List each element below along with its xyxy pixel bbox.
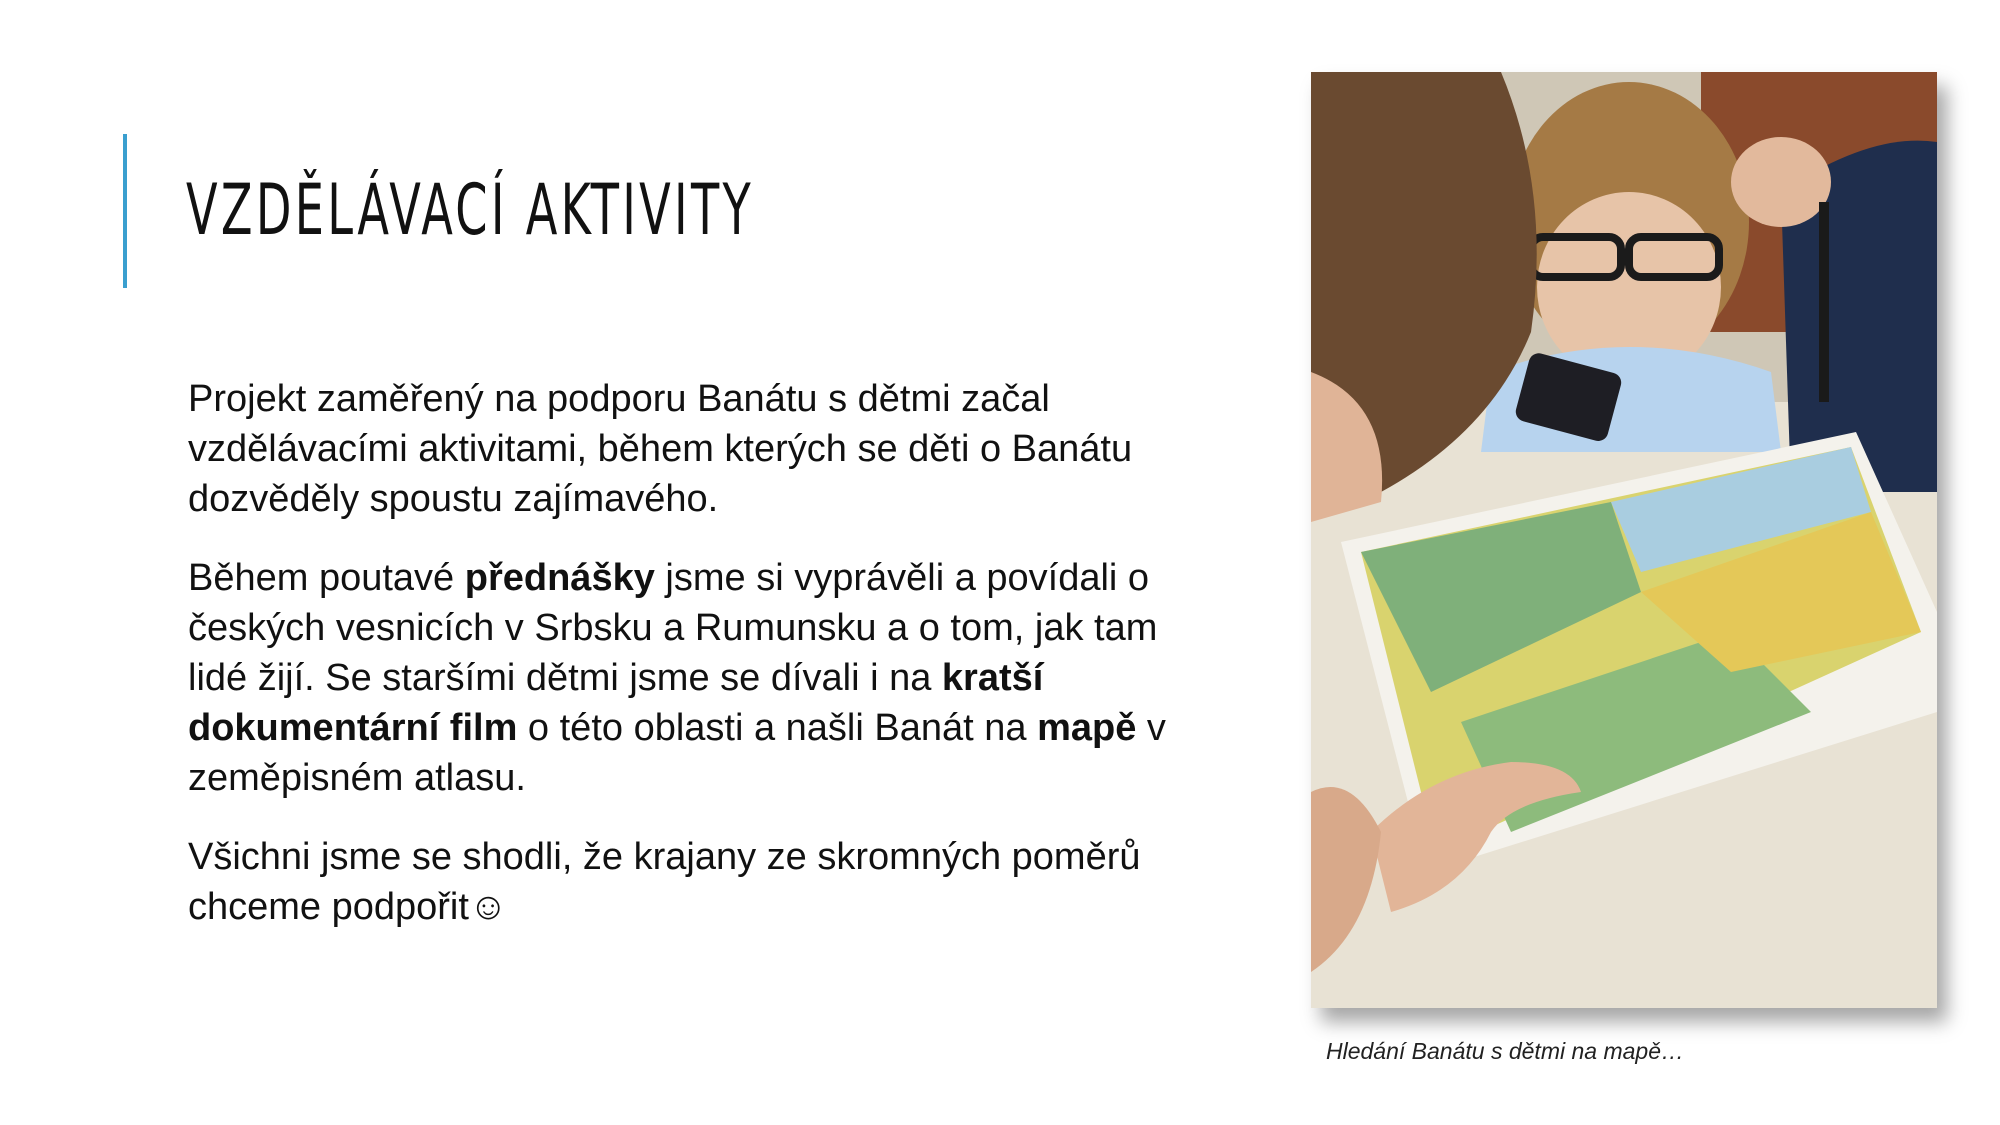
emphasis-documentary: kratší dokumentární film xyxy=(188,657,1044,749)
paragraph-3-text: Všichni jsme se shodli, že krajany ze skromných poměrů chceme podpořit☺ xyxy=(188,836,1141,928)
paragraph-2-text-2: jsme si vyprávěli a povídali o českých vesnicích v Srbsku a Rumunsku a o tom, jak tam lidé žijí. Se staršími dětmi jsme se dívali i na xyxy=(188,557,1158,699)
paragraph-2-text-3: o této oblasti a našli Banát na xyxy=(517,707,1038,749)
slide-title: VZDĚLÁVACÍ AKTIVITY xyxy=(186,169,755,251)
paragraph-2-text-4: v zeměpisném atlasu. xyxy=(188,707,1166,799)
emphasis-lecture: přednášky xyxy=(464,557,655,599)
emphasis-map: mapě xyxy=(1037,707,1137,749)
photo-caption: Hledání Banátu s dětmi na mapě… xyxy=(1326,1038,1684,1064)
paragraph-2 xyxy=(188,553,1198,803)
photo-illustration xyxy=(1311,72,1937,1008)
title-accent-bar xyxy=(123,134,127,288)
photo-children-map xyxy=(1311,72,1937,1008)
slide-body xyxy=(188,374,1198,961)
paragraph-3 xyxy=(188,832,1198,932)
paragraph-1-text: Projekt zaměřený na podporu Banátu s dětmi začal vzdělávacími aktivitami, během kterých se děti o Banátu dozvěděly spoustu zajímavého. xyxy=(188,378,1133,520)
paragraph-2-text-1: Během poutavé xyxy=(188,557,465,599)
paragraph-1 xyxy=(188,374,1198,524)
